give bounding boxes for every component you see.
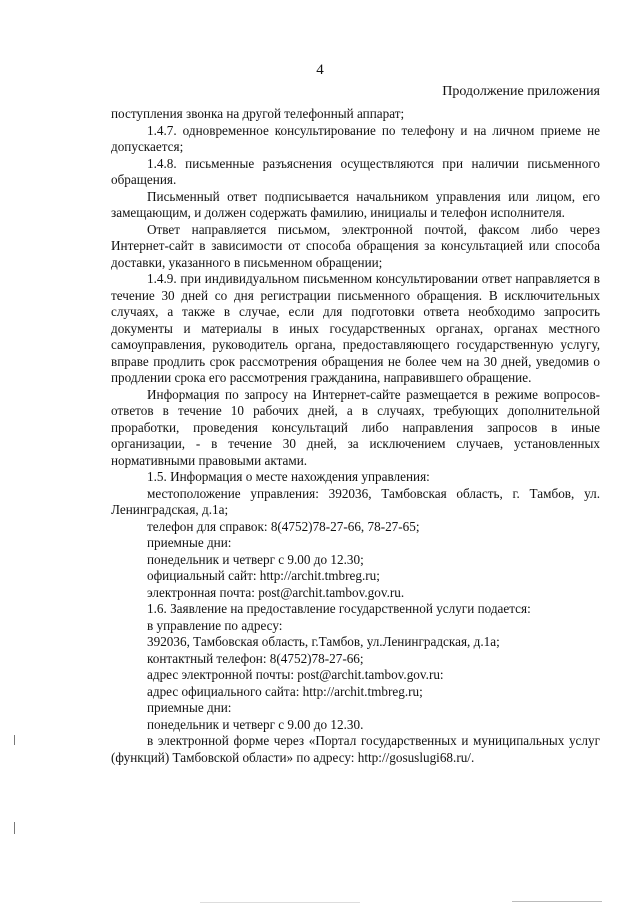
paragraph: 1.4.8. письменные разъяснения осуществляются при наличии письменного обращения.: [111, 155, 600, 187]
paragraph: адрес электронной почты: post@archit.tambov.gov.ru:: [147, 667, 444, 682]
paragraph: местоположение управления: 392036, Тамбовская область, г. Тамбов, ул. Ленинградская, д.1а;: [111, 485, 600, 517]
paragraph: электронная почта: post@archit.tambov.gov.ru.: [147, 584, 405, 600]
paragraph: 1.6. Заявление на предоставление государственной услуги подается:: [147, 601, 531, 616]
paragraph: приемные дни:: [147, 535, 232, 550]
page-number: 4: [316, 62, 324, 78]
paragraph: понедельник и четверг с 9.00 до 12.30.: [147, 716, 364, 732]
scan-mark: [14, 735, 15, 745]
paragraph: Информация по запросу на Интернет-сайте размещается в режиме вопросов-ответов в течение 10 рабочих дней, а в случаях, требующих дополнительной проработки, проведения консультаций либо направления запросов в иные организации, - в течение 30 дней, за исключением случаев, установленных нормативными правовыми актами.: [111, 386, 600, 468]
paragraph: 392036, Тамбовская область, г.Тамбов, ул.Ленинградская, д.1а;: [147, 634, 500, 649]
paragraph: Ответ направляется письмом, электронной почтой, факсом либо через Интернет-сайт в зависимости от способа обращения за консультацией или способа доставки, указанного в письменном обращении;: [111, 221, 600, 270]
scan-mark: [200, 902, 360, 903]
paragraph: официальный сайт: http://archit.tmbreg.ru;: [147, 568, 380, 583]
paragraph: телефон для справок: 8(4752)78-27-66, 78-27-65;: [147, 518, 420, 534]
paragraph: поступления звонка на другой телефонный аппарат;: [111, 106, 405, 121]
appendix-continuation-header: Продолжение приложения: [442, 84, 600, 99]
paragraph: в электронной форме через «Портал государственных и муниципальных услуг (функций) Тамбовской области» по адресу: http://gosuslugi68.ru/.: [111, 733, 600, 765]
paragraph: приемные дни:: [147, 700, 232, 715]
paragraph: 1.4.7. одновременное консультирование по телефону и на личном приеме не допускается;: [111, 122, 600, 154]
paragraph: понедельник и четверг с 9.00 до 12.30;: [147, 551, 364, 567]
paragraph: контактный телефон: 8(4752)78-27-66;: [147, 650, 364, 666]
paragraph: адрес официального сайта: http://archit.tmbreg.ru;: [147, 683, 423, 699]
scan-mark: [14, 822, 15, 834]
paragraph: 1.4.9. при индивидуальном письменном консультировании ответ направляется в течение 30 дней со дня регистрации письменного обращения. В исключительных случаях, а также в случае, если для подготовки ответа необходимо запросить документы и материалы в иных государственных органах, органах местного самоуправления, руководитель органа, предоставляющего государственную услугу, вправе продлить срок рассмотрения обращения не более чем на 30 дней, уведомив о продлении срока его рассмотрения гражданина, направившего обращение.: [111, 271, 600, 385]
scan-mark: [512, 901, 602, 902]
paragraph: 1.5. Информация о месте нахождения управления:: [147, 469, 430, 484]
document-body: [111, 106, 600, 766]
paragraph: в управление по адресу:: [147, 617, 283, 633]
paragraph: Письменный ответ подписывается начальником управления или лицом, его замещающим, и должен содержать фамилию, инициалы и телефон исполнителя.: [111, 188, 600, 220]
